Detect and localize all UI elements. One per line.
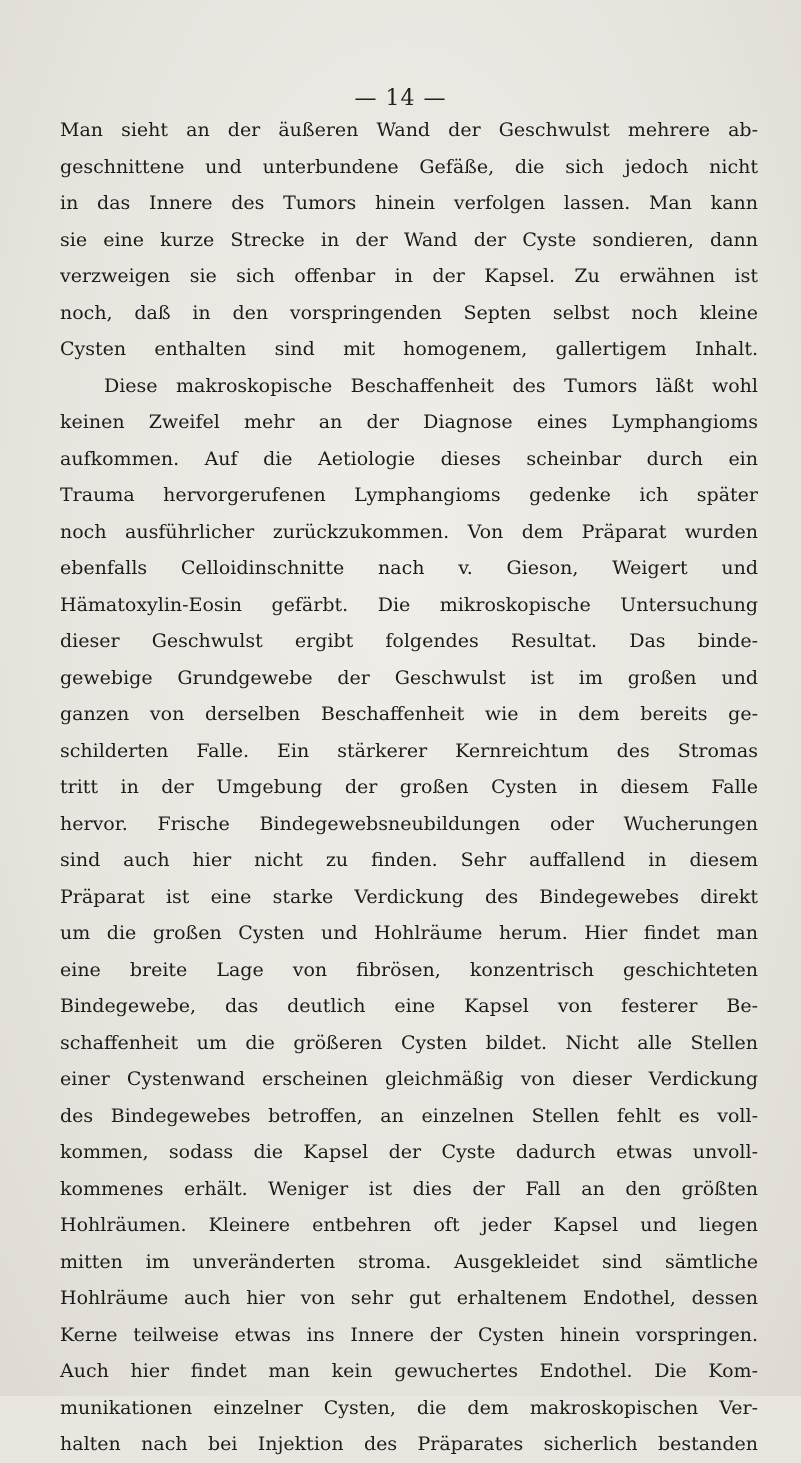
text-line: sie eine kurze Strecke in der Wand der Cyste sondieren, dann (60, 228, 758, 251)
text-line: einer Cystenwand erscheinen gleichmäßig von dieser Verdickung (60, 1068, 758, 1090)
text-line: hervor. Frische Bindegewebsneubildungen oder Wucherungen (60, 812, 758, 835)
text-line: Präparat ist eine starke Verdickung des Bindegewebes direkt (60, 885, 758, 908)
text-line: mitten im unveränderten stroma. Ausgekleidet sind sämtliche (60, 1250, 758, 1273)
text-line: keinen Zweifel mehr an der Diagnose eines Lymphangioms (60, 411, 758, 433)
text-line: verzweigen sie sich offenbar in der Kapsel. Zu erwähnen ist (60, 265, 758, 287)
text-line: Auch hier findet man kein gewuchertes Endothel. Die Kom- (60, 1360, 758, 1382)
text-line: tritt in der Umgebung der großen Cysten in diesem Falle (60, 776, 758, 798)
text-line: dieser Geschwulst ergibt folgendes Resultat. Das binde- (60, 630, 758, 652)
text-line: des Bindegewebes betroffen, an einzelnen Stellen fehlt es voll- (60, 1104, 758, 1127)
text-line: gewebige Grundgewebe der Geschwulst ist im großen und (60, 666, 758, 689)
text-line: Hohlräume auch hier von sehr gut erhaltenem Endothel, dessen (60, 1287, 758, 1309)
text-line: munikationen einzelner Cysten, die dem makroskopischen Ver- (60, 1396, 758, 1419)
text-line: schaffenheit um die größeren Cysten bildet. Nicht alle Stellen (60, 1031, 758, 1054)
page-number: — 14 — (354, 86, 447, 111)
text-line: Cysten enthalten sind mit homogenem, gallertigem Inhalt. (60, 338, 758, 360)
text-line: halten nach bei Injektion des Präparates sicherlich bestanden (60, 1433, 758, 1455)
text-line: ebenfalls Celloidinschnitte nach v. Gieson, Weigert und (60, 557, 758, 579)
text-line: Kerne teilweise etwas ins Innere der Cysten hinein vorspringen. (60, 1323, 758, 1346)
text-line: kommenes erhält. Weniger ist dies der Fall an den größten (60, 1177, 758, 1200)
text-line: ganzen von derselben Beschaffenheit wie in dem bereits ge- (60, 703, 758, 725)
text-line: um die großen Cysten und Hohlräume herum. Hier findet man (60, 922, 758, 944)
text-line: Bindegewebe, das deutlich eine Kapsel von festerer Be- (60, 995, 758, 1017)
text-line: Man sieht an der äußeren Wand der Geschwulst mehrere ab- (60, 119, 758, 141)
text-line: schilderten Falle. Ein stärkerer Kernreichtum des Stromas (60, 739, 758, 762)
text-line: Diese makroskopische Beschaffenheit des Tumors läßt wohl (104, 374, 758, 397)
body-text (60, 112, 758, 1463)
text-line: eine breite Lage von fibrösen, konzentrisch geschichteten (60, 958, 758, 981)
text-line: noch, daß in den vorspringenden Septen selbst noch kleine (60, 301, 758, 324)
text-line: noch ausführlicher zurückzukommen. Von dem Präparat wurden (60, 520, 758, 543)
text-line: geschnittene und unterbundene Gefäße, die sich jedoch nicht (60, 155, 758, 178)
text-line: aufkommen. Auf die Aetiologie dieses scheinbar durch ein (60, 447, 758, 470)
text-line: Trauma hervorgerufenen Lymphangioms gedenke ich später (60, 484, 758, 506)
text-line: Hämatoxylin-Eosin gefärbt. Die mikroskopische Untersuchung (60, 593, 758, 616)
text-line: Hohlräumen. Kleinere entbehren oft jeder Kapsel und liegen (60, 1214, 758, 1236)
text-line: in das Innere des Tumors hinein verfolgen lassen. Man kann (60, 192, 758, 214)
text-line: kommen, sodass die Kapsel der Cyste dadurch etwas unvoll- (60, 1141, 758, 1163)
text-line: sind auch hier nicht zu finden. Sehr auffallend in diesem (60, 849, 758, 871)
